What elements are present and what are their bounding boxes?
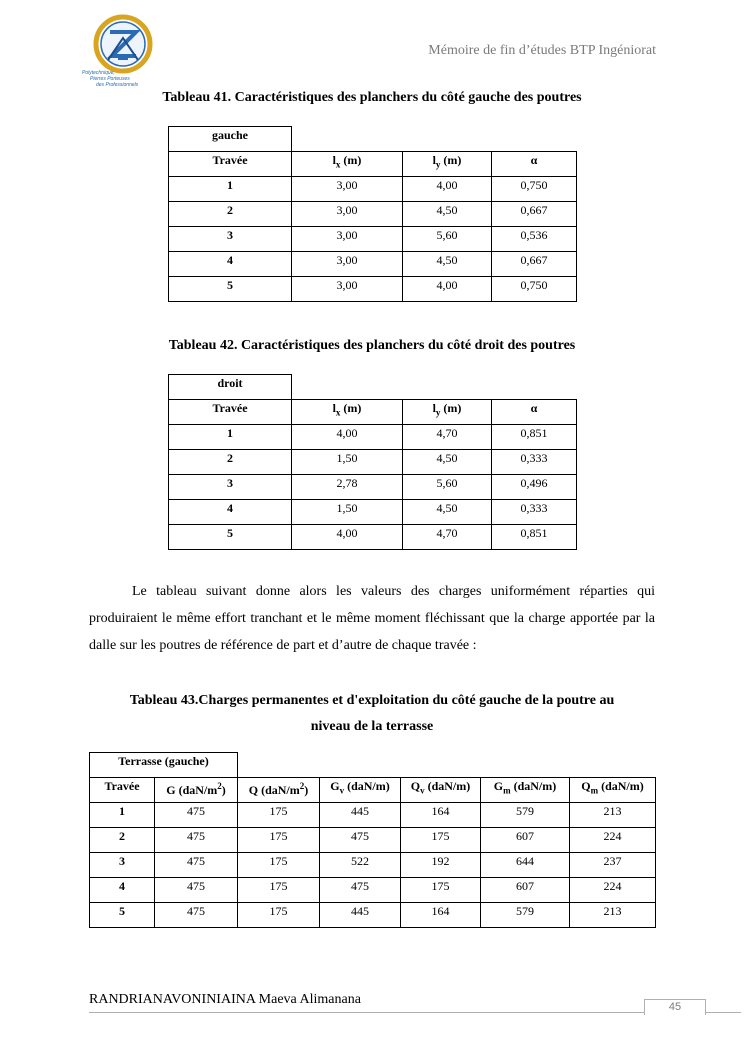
table-cell: 1,50 xyxy=(292,500,403,525)
table-row xyxy=(169,177,577,202)
table43-col-g: G $(daN/m^2)$ xyxy=(155,778,238,803)
table-row xyxy=(169,202,577,227)
table-row xyxy=(90,878,656,903)
table-cell: 0,750 xyxy=(492,277,577,302)
table-cell: 0,750 xyxy=(492,177,577,202)
table-cell: 644 xyxy=(481,853,570,878)
table-cell: 4,70 xyxy=(403,425,492,450)
table43-col-gm: $G_m$ (daN/m) xyxy=(481,778,570,803)
table42-header-row xyxy=(169,400,577,425)
table-cell: 5 xyxy=(90,903,155,928)
table-cell: 3,00 xyxy=(292,252,403,277)
table-cell: 0,333 xyxy=(492,450,577,475)
table-cell: 0,536 xyxy=(492,227,577,252)
table-cell: 4,50 xyxy=(403,202,492,227)
table-cell: 175 xyxy=(401,878,481,903)
table43-col-qm: $Q_m$ (daN/m) xyxy=(570,778,656,803)
table-cell: 0,851 xyxy=(492,425,577,450)
logo-caption-line2: Pierres Porteuses xyxy=(90,76,130,82)
table42-col-alpha: α xyxy=(492,400,577,425)
table43-group-row xyxy=(90,753,656,778)
table-cell: 607 xyxy=(481,878,570,903)
table43-col-q: Q $(daN/m^2)$ xyxy=(238,778,320,803)
table-cell: 175 xyxy=(238,803,320,828)
table42-group-spacer xyxy=(292,375,577,400)
table43-col-qv: $Q_v$ (daN/m) xyxy=(401,778,481,803)
table-cell: 0,333 xyxy=(492,500,577,525)
table41 xyxy=(168,126,577,302)
table-cell: 175 xyxy=(238,878,320,903)
table-row xyxy=(169,252,577,277)
table-cell: 4 xyxy=(169,252,292,277)
table-cell: 237 xyxy=(570,853,656,878)
table-cell: 3,00 xyxy=(292,202,403,227)
table41-col-alpha: α xyxy=(492,152,577,177)
table-cell: 3,00 xyxy=(292,177,403,202)
table-cell: 475 xyxy=(155,828,238,853)
table-cell: 475 xyxy=(155,903,238,928)
table-cell: 164 xyxy=(401,903,481,928)
table-cell: 5,60 xyxy=(403,475,492,500)
table-cell: 5 xyxy=(169,525,292,550)
table-cell: 0,851 xyxy=(492,525,577,550)
table-cell: 4 xyxy=(90,878,155,903)
table-row xyxy=(169,525,577,550)
table-row xyxy=(169,425,577,450)
table-cell: 475 xyxy=(155,803,238,828)
table43-group-label: Terrasse (gauche) xyxy=(90,753,238,778)
table-cell: 4,00 xyxy=(403,277,492,302)
table-cell: 607 xyxy=(481,828,570,853)
table-cell: 4,00 xyxy=(292,425,403,450)
table43 xyxy=(89,752,656,928)
table-row xyxy=(169,277,577,302)
table-cell: 0,667 xyxy=(492,252,577,277)
table-row xyxy=(169,500,577,525)
table-cell: 4,50 xyxy=(403,450,492,475)
table43-caption-line2: niveau de la terrasse xyxy=(310,719,434,734)
table-cell: 522 xyxy=(320,853,401,878)
table42-group-row xyxy=(169,375,577,400)
table41-caption: Tableau 41. Caractéristiques des planchers du côté gauche des poutres xyxy=(162,90,582,105)
table43-col-gv: $G_v$ (daN/m) xyxy=(320,778,401,803)
table-cell: 3 xyxy=(90,853,155,878)
logo-caption-line1: Polytechnique, xyxy=(82,70,115,76)
table41-col-lx: $l_x$ (m) xyxy=(292,152,403,177)
table41-header-row xyxy=(169,152,577,177)
table-cell: 1,50 xyxy=(292,450,403,475)
table43-col-travee: Travée xyxy=(90,778,155,803)
table-cell: 224 xyxy=(570,828,656,853)
table41-group-label: gauche xyxy=(169,127,292,152)
table-row xyxy=(169,450,577,475)
table-row xyxy=(90,903,656,928)
table-cell: 475 xyxy=(155,853,238,878)
table-cell: 224 xyxy=(570,878,656,903)
table-cell: 1 xyxy=(90,803,155,828)
table-cell: 0,496 xyxy=(492,475,577,500)
table42-col-ly: $l_y$ (m) xyxy=(403,400,492,425)
table42 xyxy=(168,374,577,550)
table-cell: 579 xyxy=(481,803,570,828)
table41-col-ly: $l_y$ (m) xyxy=(403,152,492,177)
table43-group-spacer xyxy=(238,753,656,778)
table-cell: 4,50 xyxy=(403,500,492,525)
table43-caption xyxy=(89,688,655,740)
table43-caption-line1: Tableau 43.Charges permanentes et d'exploitation du côté gauche de la poutre au xyxy=(129,693,615,708)
table-cell: 3 xyxy=(169,475,292,500)
table-cell: 3 xyxy=(169,227,292,252)
table-cell: 192 xyxy=(401,853,481,878)
table-row xyxy=(169,475,577,500)
table-row xyxy=(90,803,656,828)
table-cell: 1 xyxy=(169,425,292,450)
table-cell: 175 xyxy=(238,903,320,928)
table-row xyxy=(169,227,577,252)
table-cell: 5,60 xyxy=(403,227,492,252)
table-cell: 4,00 xyxy=(292,525,403,550)
table-cell: 213 xyxy=(570,903,656,928)
table-cell: 4,70 xyxy=(403,525,492,550)
body-paragraph: Le tableau suivant donne alors les valeurs des charges uniformément réparties qui produiraient le même effort tranchant et le même moment fléchissant que la charge apportée par la dalle sur les poutres de référence de part et d’autre de chaque travée : xyxy=(89,584,655,653)
table41-group-spacer xyxy=(292,127,577,152)
table-cell: 175 xyxy=(401,828,481,853)
table-cell: 164 xyxy=(401,803,481,828)
table-cell: 4,00 xyxy=(403,177,492,202)
table-cell: 2 xyxy=(90,828,155,853)
page-number: 45 xyxy=(668,1001,682,1013)
table-row xyxy=(90,828,656,853)
table-cell: 3,00 xyxy=(292,227,403,252)
table-cell: 445 xyxy=(320,903,401,928)
logo-caption-line3: des Professionnels xyxy=(96,82,139,88)
table-cell: 2 xyxy=(169,450,292,475)
table-cell: 445 xyxy=(320,803,401,828)
table42-group-label: droit xyxy=(169,375,292,400)
table-cell: 0,667 xyxy=(492,202,577,227)
table42-caption: Tableau 42. Caractéristiques des planchers du côté droit des poutres xyxy=(168,338,576,353)
table-cell: 3,00 xyxy=(292,277,403,302)
table-cell: 475 xyxy=(320,828,401,853)
table-cell: 2 xyxy=(169,202,292,227)
table-cell: 4 xyxy=(169,500,292,525)
header-title: Mémoire de fin d’études BTP Ingéniorat xyxy=(428,43,656,58)
footer-author: RANDRIANAVONINIAINA Maeva Alimanana xyxy=(89,992,361,1007)
table41-group-row xyxy=(169,127,577,152)
table42-col-lx: $l_x$ (m) xyxy=(292,400,403,425)
table-cell: 4,50 xyxy=(403,252,492,277)
table-cell: 175 xyxy=(238,828,320,853)
table-cell: 175 xyxy=(238,853,320,878)
table-cell: 213 xyxy=(570,803,656,828)
table-cell: 5 xyxy=(169,277,292,302)
table-row xyxy=(90,853,656,878)
table42-col-travee: Travée xyxy=(169,400,292,425)
table43-header-row xyxy=(90,778,656,803)
table-cell: 475 xyxy=(320,878,401,903)
table-cell: 579 xyxy=(481,903,570,928)
table41-col-travee: Travée xyxy=(169,152,292,177)
table-cell: 475 xyxy=(155,878,238,903)
table-cell: 2,78 xyxy=(292,475,403,500)
school-logo xyxy=(82,14,158,92)
table-cell: 1 xyxy=(169,177,292,202)
